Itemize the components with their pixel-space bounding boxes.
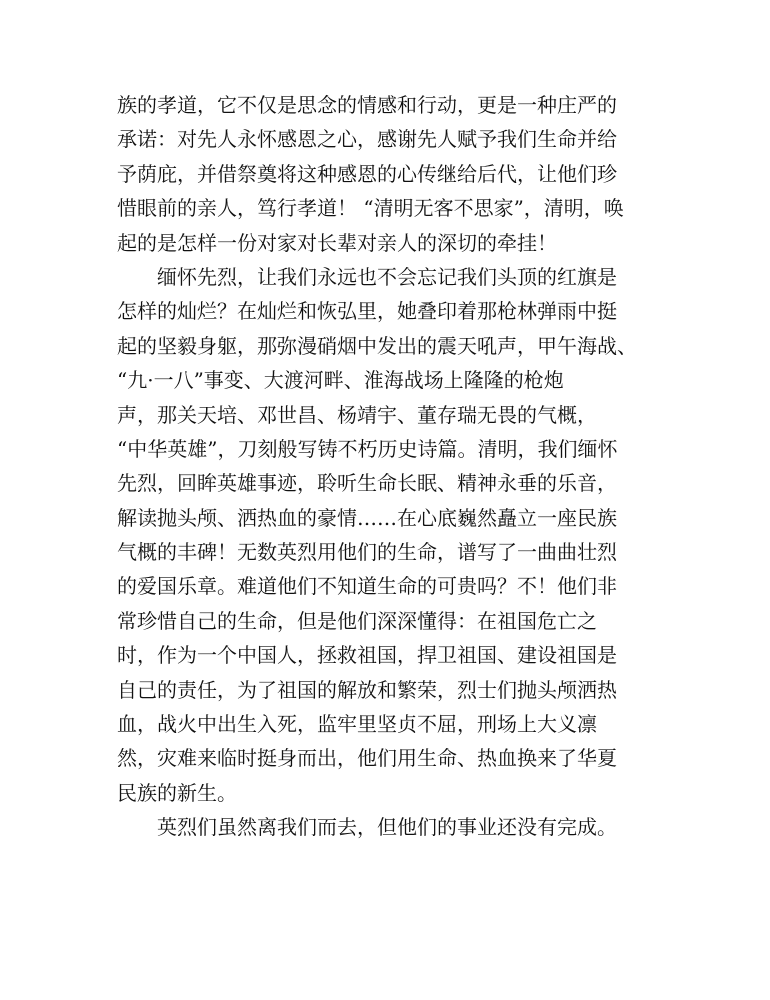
text-line: 予荫庇，并借祭奠将这种感恩的心传继给后代，让他们珍 xyxy=(117,161,617,186)
text-line: 怎样的灿烂？在灿烂和恢弘里，她叠印着那枪林弹雨中挺 xyxy=(117,299,617,324)
text-line: 承诺：对先人永怀感恩之心，感谢先人赋予我们生命并给 xyxy=(117,127,617,152)
text-line: 起的坚毅身躯，那弥漫硝烟中发出的震天吼声，甲午海战、 xyxy=(117,333,637,358)
text-line: 解读抛头颅、洒热血的豪情……在心底巍然矗立一座民族 xyxy=(117,505,617,530)
text-line: 常珍惜自己的生命，但是他们深深懂得：在祖国危亡之 xyxy=(117,608,597,633)
text-line: 血，战火中出生入死，监牢里坚贞不屈，刑场上大义凛 xyxy=(117,712,597,737)
text-line: 然，灾难来临时挺身而出，他们用生命、热血换来了华夏 xyxy=(117,746,617,771)
text-line: 缅怀先烈，让我们永远也不会忘记我们头顶的红旗是 xyxy=(117,264,617,289)
document-body xyxy=(117,88,647,845)
text-line: “九·一八”事变、大渡河畔、淮海战场上隆隆的枪炮 xyxy=(117,368,564,393)
text-line: 族的孝道，它不仅是思念的情感和行动，更是一种庄严的 xyxy=(117,93,617,117)
text-line: 气概的丰碑！无数英烈用他们的生命，谱写了一曲曲壮烈 xyxy=(117,540,617,565)
text-line: 声，那关天培、邓世昌、杨靖宇、董存瑞无畏的气概， xyxy=(117,402,597,427)
text-line: 英烈们虽然离我们而去，但他们的事业还没有完成。 xyxy=(117,815,617,840)
text-line: 起的是怎样一份对家对长辈对亲人的深切的牵挂！ xyxy=(117,230,557,255)
text-line: 惜眼前的亲人，笃行孝道！ “清明无客不思家”，清明，唤 xyxy=(117,196,624,221)
text-line: 先烈，回眸英雄事迹，聆听生命长眠、精神永垂的乐音， xyxy=(117,471,617,496)
text-line: 时，作为一个中国人，拯救祖国，捍卫祖国、建设祖国是 xyxy=(117,643,617,668)
text-line: 的爱国乐章。难道他们不知道生命的可贵吗？不！他们非 xyxy=(117,574,617,599)
text-line: 民族的新生。 xyxy=(117,780,237,805)
text-line: “中华英雄”，刀刻般写铸不朽历史诗篇。清明，我们缅怀 xyxy=(117,436,618,461)
text-line: 自己的责任，为了祖国的解放和繁荣，烈士们抛头颅洒热 xyxy=(117,677,617,702)
